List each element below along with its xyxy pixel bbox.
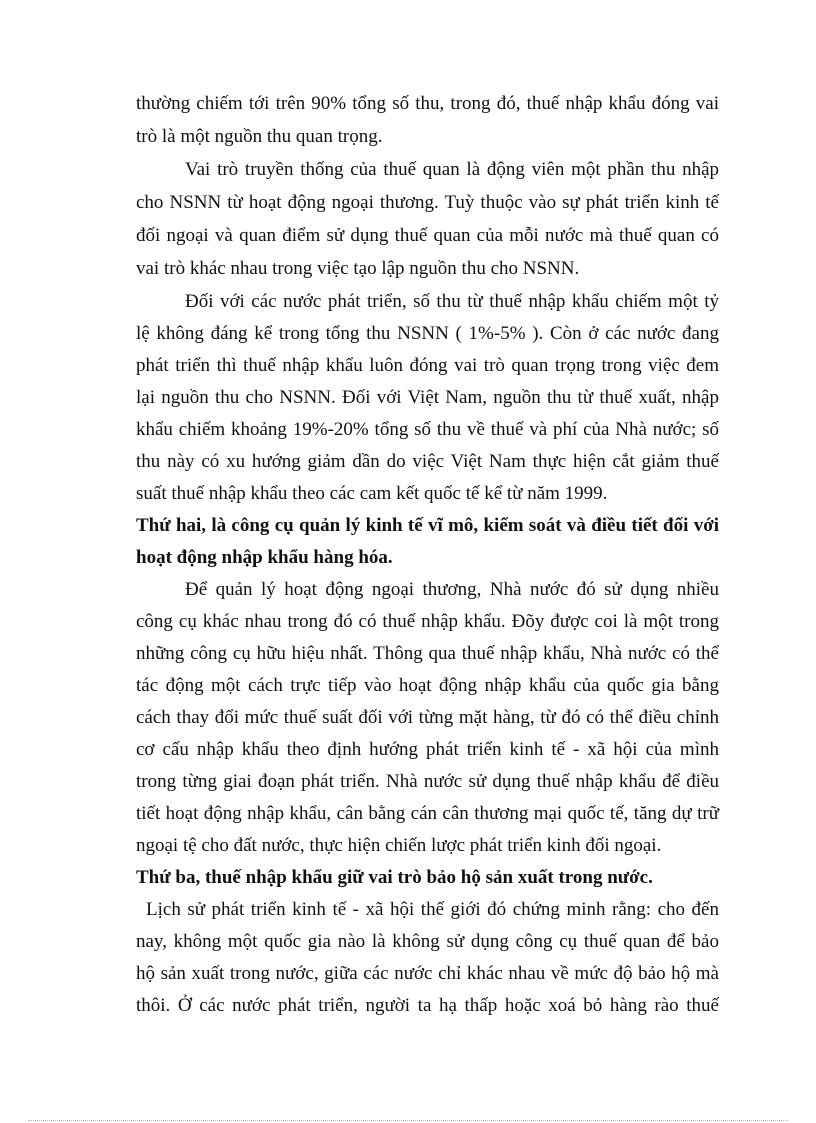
body-text-line: cơ cấu nhập khẩu theo định hướng phát triển kinh tế - xã hội của mình <box>136 739 719 760</box>
body-text-line: cách thay đổi mức thuế suất đối với từng mặt hàng, từ đó có thể điều chỉnh <box>136 707 719 728</box>
body-text-line: tác động một cách trực tiếp vào hoạt động nhập khẩu của quốc gia bằng <box>136 675 719 696</box>
section-heading-line: Thứ ba, thuế nhập khẩu giữ vai trò bảo hộ sản xuất trong nước. <box>136 867 653 888</box>
body-text-line: ngoại tệ cho đất nước, thực hiện chiến lược phát triển kinh đối ngoại. <box>136 835 662 856</box>
body-text-line: cho NSNN từ hoạt động ngoại thương. Tuỳ thuộc vào sự phát triển kinh tế <box>136 192 719 213</box>
section-heading-line: Thứ hai, là công cụ quản lý kinh tế vĩ mô, kiểm soát và điều tiết đối với <box>136 515 719 536</box>
section-heading-line: hoạt động nhập khẩu hàng hóa. <box>136 547 393 568</box>
body-text-line: tiết hoạt động nhập khẩu, cân bằng cán cân thương mại quốc tế, tăng dự trữ <box>136 803 719 824</box>
body-text-line: suất thuế nhập khẩu theo các cam kết quốc tế kể từ năm 1999. <box>136 483 608 504</box>
body-text-line: khẩu chiếm khoảng 19%-20% tổng số thu về thuế và phí của Nhà nước; số <box>136 419 719 440</box>
body-text-line: đối ngoại và quan điểm sử dụng thuế quan của mỗi nước mà thuế quan có <box>136 225 719 246</box>
body-text-line: phát triển thì thuế nhập khẩu luôn đóng vai trò quan trọng trong việc đem <box>136 355 719 376</box>
body-text-line: thôi. Ở các nước phát triển, người ta hạ thấp hoặc xoá bỏ hàng rào thuế <box>136 995 719 1016</box>
body-text-line: trong từng giai đoạn phát triển. Nhà nước sử dụng thuế nhập khẩu để điều <box>136 771 719 792</box>
paragraph-first-line: Đối với các nước phát triển, số thu từ thuế nhập khẩu chiếm một tỷ <box>185 291 719 312</box>
paragraph-first-line: Để quản lý hoạt động ngoại thương, Nhà nước đó sử dụng nhiều <box>185 579 719 600</box>
body-text-line: công cụ khác nhau trong đó có thuế nhập khẩu. Đõy được coi là một trong <box>136 611 719 632</box>
body-text-line: lệ không đáng kể trong tổng thu NSNN ( 1%-5% ). Còn ở các nước đang <box>136 323 719 344</box>
body-text-line: hộ sản xuất trong nước, giữa các nước chỉ khác nhau về mức độ bảo hộ mà <box>136 963 719 984</box>
body-text-line: thu này có xu hướng giảm dần do việc Việt Nam thực hiện cắt giảm thuế <box>136 451 719 472</box>
page-bottom-border <box>28 1120 788 1121</box>
paragraph-first-line: Lịch sử phát triển kinh tế - xã hội thế giới đó chứng minh rằng: cho đến <box>146 899 719 920</box>
body-text-line: những công cụ hữu hiệu nhất. Thông qua thuế nhập khẩu, Nhà nước có thể <box>136 643 719 664</box>
body-text-line: nay, không một quốc gia nào là không sử dụng công cụ thuế quan để bảo <box>136 931 719 952</box>
paragraph-first-line: Vai trò truyền thống của thuế quan là động viên một phần thu nhập <box>185 159 719 180</box>
body-text-line: thường chiếm tới trên 90% tổng số thu, trong đó, thuế nhập khẩu đóng vai <box>136 93 719 114</box>
body-text-line: lại nguồn thu cho NSNN. Đối với Việt Nam, nguồn thu từ thuế xuất, nhập <box>136 387 719 408</box>
body-text-line: trò là một nguồn thu quan trọng. <box>136 126 383 147</box>
body-text-line: vai trò khác nhau trong việc tạo lập nguồn thu cho NSNN. <box>136 258 580 279</box>
